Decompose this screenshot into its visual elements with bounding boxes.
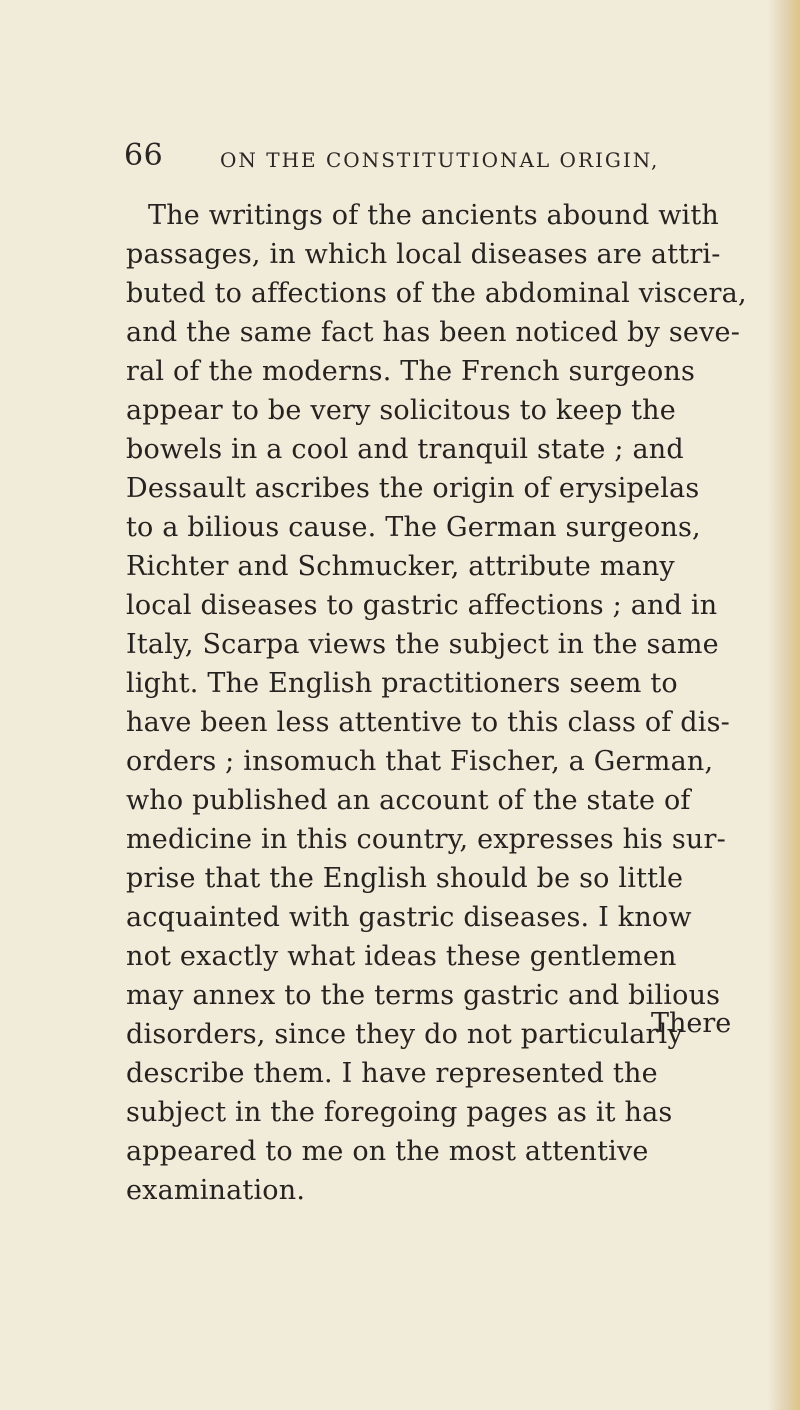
text-line: light. The English practitioners seem to [126,668,678,699]
text-line: orders ; insomuch that Fischer, a German, [126,746,714,777]
catchword: There [651,1008,732,1039]
text-line: bowels in a cool and tranquil state ; and [126,434,684,465]
text-line: Italy, Scarpa views the subject in the same [126,629,719,660]
text-line: who published an account of the state of [126,785,691,816]
text-line: disorders, since they do not particularly [126,1019,683,1050]
text-line: acquainted with gastric diseases. I know [126,902,692,933]
running-head: ON THE CONSTITUTIONAL ORIGIN, [220,148,660,172]
page-edge [786,0,800,1410]
text-line: have been less attentive to this class of dis- [126,707,730,738]
text-line: appeared to me on the most attentive [126,1136,649,1167]
page-header [124,136,724,180]
page-number: 66 [124,138,164,173]
text-line: to a bilious cause. The German surgeons, [126,512,701,543]
body-text [126,196,766,1210]
text-line: Dessault ascribes the origin of erysipelas [126,473,700,504]
text-line: not exactly what ideas these gentlemen [126,941,677,972]
text-line: appear to be very solicitous to keep the [126,395,676,426]
text-line: ral of the moderns. The French surgeons [126,356,696,387]
text-line: prise that the English should be so little [126,863,684,894]
text-line: describe them. I have represented the [126,1058,658,1089]
text-line: medicine in this country, expresses his sur- [126,824,726,855]
text-line: and the same fact has been noticed by seve- [126,317,741,348]
text-line: passages, in which local diseases are attri- [126,239,721,270]
text-line: The writings of the ancients abound with [148,200,720,231]
text-line: buted to affections of the abdominal viscera, [126,278,747,309]
text-line: examination. [126,1175,306,1206]
text-line: Richter and Schmucker, attribute many [126,551,675,582]
text-line: may annex to the terms gastric and bilious [126,980,721,1011]
text-line: local diseases to gastric affections ; and in [126,590,718,621]
text-line: subject in the foregoing pages as it has [126,1097,673,1128]
